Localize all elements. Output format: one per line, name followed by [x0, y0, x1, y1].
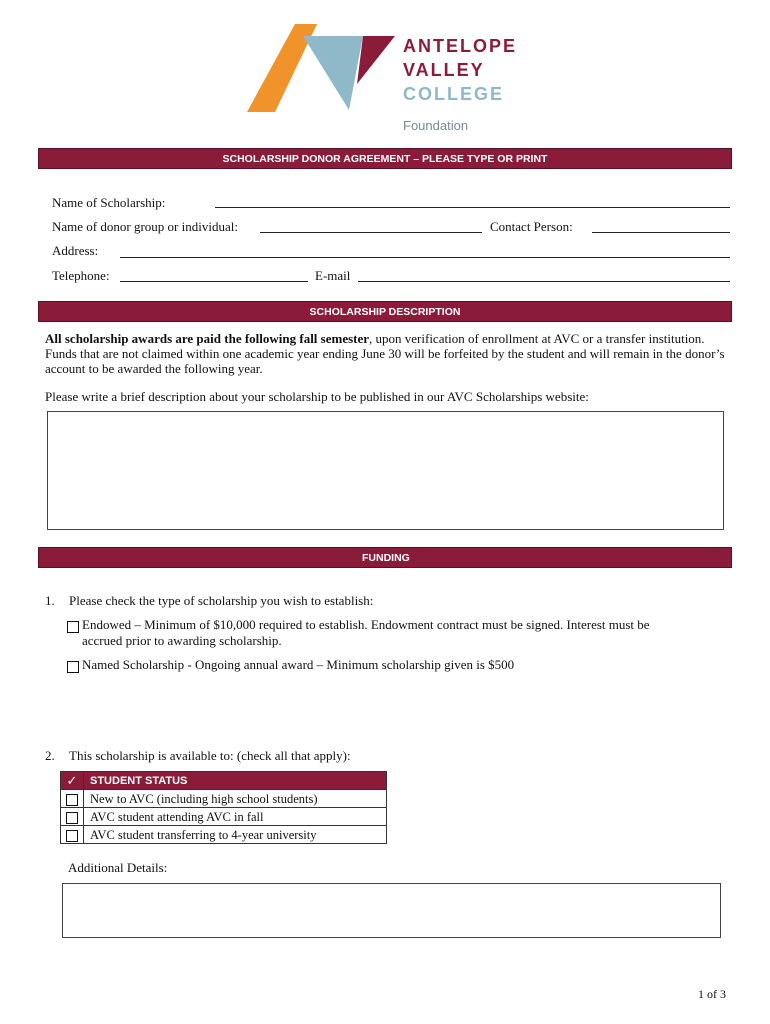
college-logo [245, 22, 535, 142]
status-label-new: New to AVC (including high school students) [84, 790, 387, 808]
endowed-option-line1: Endowed – Minimum of $10,000 required to establish. Endowment contract must be signed. Interest must be [82, 617, 650, 632]
email-field[interactable] [358, 281, 730, 282]
question-2-number: 2. [45, 748, 55, 763]
address-field[interactable] [120, 257, 730, 258]
question-1-text: Please check the type of scholarship you wish to establish: [69, 593, 374, 608]
named-scholarship-checkbox[interactable] [67, 661, 79, 673]
section-header-funding: FUNDING [38, 547, 732, 568]
telephone-field[interactable] [120, 281, 308, 282]
endowed-checkbox[interactable] [67, 621, 79, 633]
logo-maroon-shape [357, 36, 395, 84]
status-checkbox-new[interactable] [66, 794, 78, 806]
section-header-description: SCHOLARSHIP DESCRIPTION [38, 301, 732, 322]
additional-details-label: Additional Details: [68, 860, 168, 875]
status-label-transferring: AVC student transferring to 4-year university [84, 826, 387, 844]
telephone-label: Telephone: [52, 268, 110, 283]
status-label-attending: AVC student attending AVC in fall [84, 808, 387, 826]
logo-subtitle: Foundation [403, 118, 469, 133]
logo-line-valley: VALLEY [403, 60, 485, 80]
table-row [61, 808, 387, 826]
logo-line-antelope: ANTELOPE [403, 36, 518, 56]
donor-name-label: Name of donor group or individual: [52, 219, 238, 234]
page-number: 1 of 3 [698, 987, 726, 1001]
scholarship-name-label: Name of Scholarship: [52, 195, 166, 210]
endowed-option-line2: accrued prior to awarding scholarship. [82, 633, 282, 648]
logo-line-college: COLLEGE [403, 84, 505, 104]
contact-person-field[interactable] [592, 232, 730, 233]
named-scholarship-option: Named Scholarship - Ongoing annual award – Minimum scholarship given is $500 [82, 657, 515, 672]
contact-person-label: Contact Person: [490, 219, 573, 234]
student-status-header: STUDENT STATUS [84, 772, 387, 790]
description-textarea[interactable] [47, 411, 724, 530]
description-bold-lead: All scholarship awards are paid the following fall semester [45, 331, 370, 346]
description-paragraph [45, 331, 725, 376]
email-label: E-mail [315, 268, 351, 283]
student-status-table [60, 771, 387, 844]
student-status-header-row [61, 772, 387, 790]
section-header-agreement: SCHOLARSHIP DONOR AGREEMENT – PLEASE TYPE OR PRINT [38, 148, 732, 169]
additional-details-textarea[interactable] [62, 883, 721, 938]
address-label: Address: [52, 243, 99, 258]
status-checkbox-transferring[interactable] [66, 830, 78, 842]
donor-name-field[interactable] [260, 232, 482, 233]
table-row [61, 826, 387, 844]
check-all-icon: ✓ [61, 772, 84, 790]
logo-blue-shape [303, 36, 363, 110]
scholarship-name-field[interactable] [215, 207, 730, 208]
logo-mark-icon [245, 22, 405, 114]
status-checkbox-attending[interactable] [66, 812, 78, 824]
description-rest: , upon verification of enrollment at AVC or a transfer institution. Funds that are not claimed within one academic year ending June 30 will be forfeited by the student and will remain in the donor’s account to be awarded the following year. [45, 331, 725, 376]
description-prompt: Please write a brief description about your scholarship to be published in our AVC Scholarships website: [45, 389, 589, 404]
question-2-text: This scholarship is available to: (check all that apply): [69, 748, 351, 763]
question-1-number: 1. [45, 593, 55, 608]
table-row [61, 790, 387, 808]
